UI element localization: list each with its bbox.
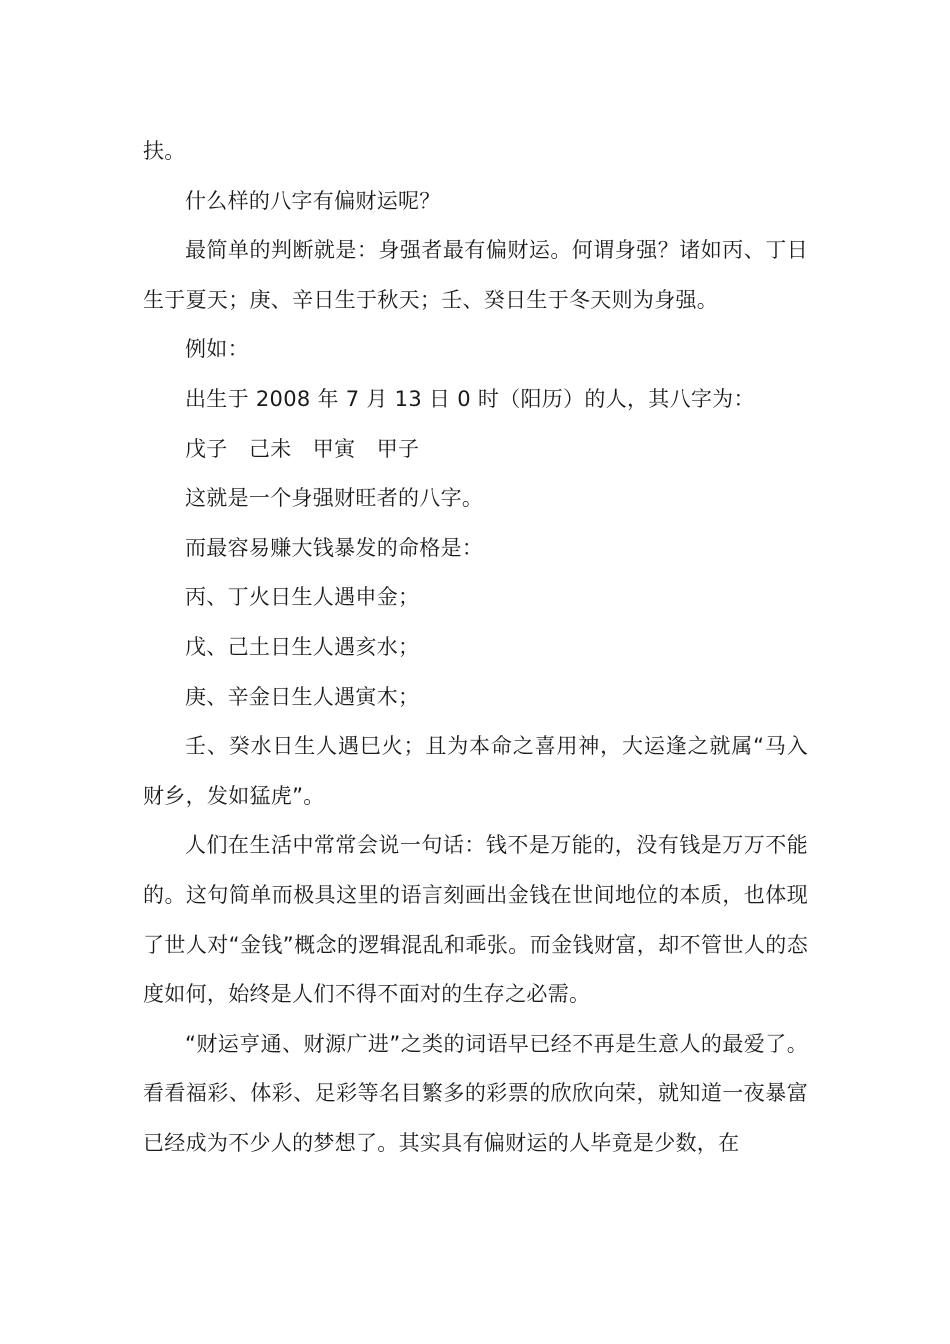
list-item: 壬、癸水日生人遇巳火；且为本命之喜用神，大运逢之就属“马入财乡，发如猛虎”。 xyxy=(143,734,808,808)
paragraph-lottery: “财运亨通、财源广进”之类的词语早已经不再是生意人的最爱了。看看福彩、体彩、足彩等名目繁多的彩票的欣欣向荣，就知道一夜暴富已经成为不少人的梦想了。其实具有偏财运的人毕竟是少数，在 xyxy=(143,1031,808,1155)
paragraph-bazi-note: 这就是一个身强财旺者的八字。 xyxy=(185,486,484,511)
document-body xyxy=(143,127,808,1168)
paragraph-fortune-intro: 而最容易赚大钱暴发的命格是： xyxy=(185,535,484,560)
list-item: 庚、辛金日生人遇寅木； xyxy=(185,684,420,709)
paragraph-birth-date: 出生于 2008 年 7 月 13 日 0 时（阳历）的人，其八字为： xyxy=(185,386,755,411)
list-item: 丙、丁火日生人遇申金； xyxy=(185,585,420,610)
paragraph-bazi: 戊子 己未 甲寅 甲子 xyxy=(185,436,420,461)
paragraph-judgement: 最简单的判断就是：身强者最有偏财运。何谓身强？诸如丙、丁日生于夏天；庚、辛日生于秋天；壬、癸日生于冬天则为身强。 xyxy=(143,238,808,312)
paragraph-example-label: 例如： xyxy=(185,337,249,362)
paragraph-money-saying: 人们在生活中常常会说一句话：钱不是万能的，没有钱是万万不能的。这句简单而极具这里的语言刻画出金钱在世间地位的本质，也体现了世人对“金钱”概念的逻辑混乱和乖张。而金钱财富，却不管世人的态度如何，始终是人们不得不面对的生存之必需。 xyxy=(143,833,808,1007)
paragraph-question: 什么样的八字有偏财运呢？ xyxy=(185,188,441,213)
list-item: 戊、己土日生人遇亥水； xyxy=(185,634,420,659)
paragraph-continuation: 扶。 xyxy=(143,139,186,163)
